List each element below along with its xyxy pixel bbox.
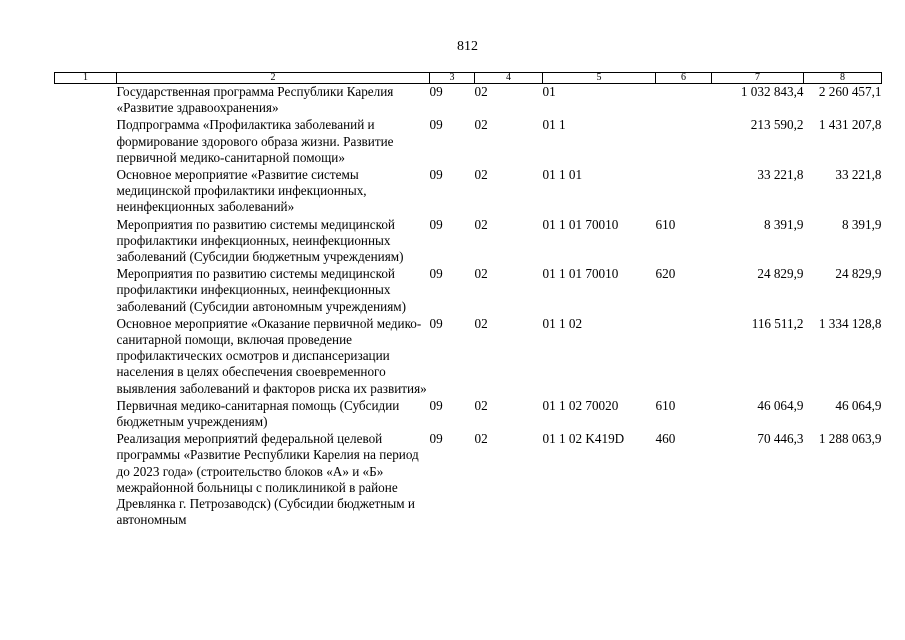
section-code-cell: 09 [429,397,443,413]
amount-year-1-cell: 8 391,9 [763,216,804,232]
target-article-cell: 01 [542,84,556,99]
header-cell: 8 [804,73,882,84]
expense-type-cell: 620 [655,266,676,282]
expense-type-cell [656,167,712,217]
amount-year-2-cell: 1 334 128,8 [818,315,882,331]
subsection-code-cell: 02 [474,431,488,447]
row-number-cell [55,167,117,217]
expense-type-cell [656,84,712,118]
amount-year-2-cell: 8 391,9 [841,216,882,232]
expense-type-cell [656,117,712,167]
header-cell: 3 [430,73,475,84]
table-row [55,431,882,529]
header-cell: 5 [543,73,656,84]
section-code-cell: 09 [429,216,443,232]
table-row [55,398,882,431]
subsection-code-cell: 02 [474,117,488,133]
amount-year-1-cell: 24 829,9 [757,266,804,282]
subsection-code-cell: 02 [474,266,488,282]
row-number-cell [55,117,117,167]
amount-year-1-cell: 213 590,2 [750,117,804,133]
amount-year-2-cell: 1 431 207,8 [818,117,882,133]
target-article-cell: 01 1 01 [542,167,583,183]
item-name-cell: Мероприятия по развитию системы медицинской профилактики инфекционных, неинфекционных заболеваний (Субсидии бюджетным учреждениям) [116,216,404,265]
table-body [55,84,882,530]
header-cell: 1 [55,73,117,84]
target-article-cell: 01 1 02 [542,315,583,331]
target-article-cell: 01 1 01 70010 [542,216,619,232]
item-name-cell: Реализация мероприятий федеральной целевой программы «Развитие Республики Карелия на период до 2023 года» (строительство блоков «А» и «Б» межрайонной больницы с поликлиникой в районе Древлянка г. Петрозаводск) (Субсидии бюджетным и автономным [116,431,419,528]
row-number-cell [55,316,117,398]
amount-year-2-cell: 24 829,9 [835,266,882,282]
header-cell: 2 [117,73,430,84]
item-name-cell: Основное мероприятие «Оказание первичной медико-санитарной помощи, включая проведение профилактических осмотров и диспансеризации населения в целях обеспечения своевременного выявления заболеваний и факторов риска их развития» [116,315,427,396]
item-name-cell: Подпрограмма «Профилактика заболеваний и формирование здорового образа жизни. Развитие первичной медико-санитарной помощи» [116,117,394,165]
table-row [55,84,882,118]
amount-year-2-cell: 1 288 063,9 [818,431,882,447]
target-article-cell: 01 1 02 70020 [542,397,619,413]
row-number-cell [55,266,117,316]
subsection-code-cell: 02 [474,84,488,99]
section-code-cell: 09 [429,431,443,447]
section-code-cell: 09 [429,117,443,133]
expense-type-cell: 460 [655,431,676,447]
page-number: 812 [457,39,478,54]
amount-year-1-cell: 116 511,2 [751,315,804,331]
amount-year-2-cell: 2 260 457,1 [818,84,882,99]
table-row [55,167,882,217]
subsection-code-cell: 02 [474,315,488,331]
amount-year-2-cell: 33 221,8 [835,167,882,183]
amount-year-1-cell: 46 064,9 [757,397,804,413]
item-name-cell: Государственная программа Республики Карелия «Развитие здравоохранения» [116,84,394,116]
subsection-code-cell: 02 [474,216,488,232]
item-name-cell: Мероприятия по развитию системы медицинской профилактики инфекционных, неинфекционных заболеваний (Субсидии автономным учреждениям) [116,266,407,314]
amount-year-1-cell: 33 221,8 [757,167,804,183]
subsection-code-cell: 02 [474,397,488,413]
amount-year-1-cell: 1 032 843,4 [740,84,804,99]
budget-table [54,72,882,529]
header-cell: 4 [475,73,543,84]
target-article-cell: 01 1 [542,117,566,133]
target-article-cell: 01 1 02 K419D [542,431,625,447]
expense-type-cell [656,316,712,398]
item-name-cell: Первичная медико-санитарная помощь (Субсидии бюджетным учреждениям) [116,397,400,430]
table-row [55,117,882,167]
amount-year-2-cell: 46 064,9 [835,397,882,413]
row-number-cell [55,431,117,529]
table-row [55,266,882,316]
target-article-cell: 01 1 01 70010 [542,266,619,282]
row-number-cell [55,84,117,118]
section-code-cell: 09 [429,266,443,282]
table-row [55,316,882,398]
amount-year-1-cell: 70 446,3 [757,431,804,447]
header-cell: 7 [712,73,804,84]
header-cell: 6 [656,73,712,84]
column-number-header [55,73,882,84]
section-code-cell: 09 [429,84,443,99]
expense-type-cell: 610 [655,397,676,413]
section-code-cell: 09 [429,167,443,183]
section-code-cell: 09 [429,315,443,331]
item-name-cell: Основное мероприятие «Развитие системы медицинской профилактики инфекционных, неинфекционных заболеваний» [116,167,367,215]
subsection-code-cell: 02 [474,167,488,183]
table-row [55,217,882,267]
row-number-cell [55,217,117,267]
row-number-cell [55,398,117,431]
expense-type-cell: 610 [655,216,676,232]
